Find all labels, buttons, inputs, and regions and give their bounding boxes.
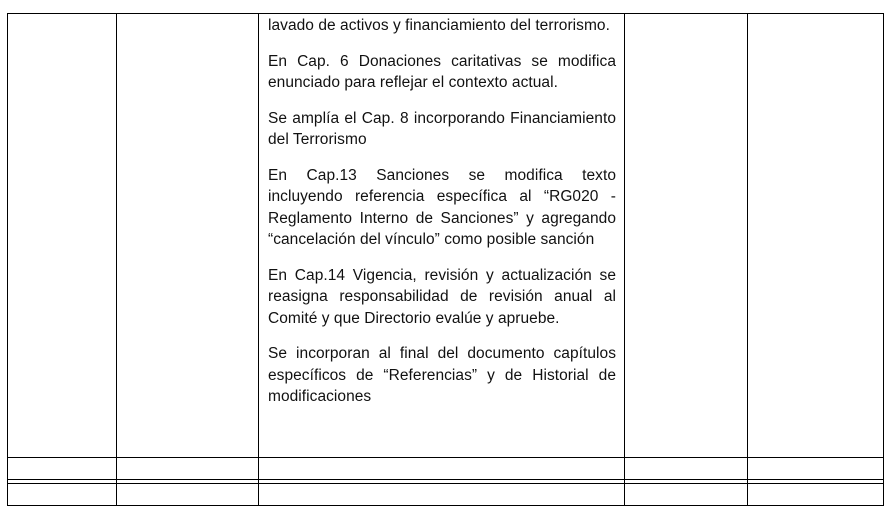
table-cell-col1: [8, 14, 117, 458]
table-cell-col4: [625, 458, 748, 480]
change-paragraph: Se incorporan al final del documento capítulos específicos de “Referencias” y de Historial de modificaciones: [268, 345, 616, 405]
change-paragraph: En Cap. 6 Donaciones caritativas se modifica enunciado para reflejar el contexto actual.: [268, 52, 616, 91]
table-cell-col5: [748, 14, 884, 458]
table-row: [8, 484, 884, 506]
changes-description-cell: [259, 14, 625, 458]
table-cell-col2: [117, 484, 259, 506]
table-row: [8, 14, 884, 458]
table-cell-col4: [625, 14, 748, 458]
table-cell-col1: [8, 458, 117, 480]
change-paragraph: En Cap.13 Sanciones se modifica texto incluyendo referencia específica al “RG020 - Reglamento Interno de Sanciones” y agregando “cancelación del vínculo” como posible sanción: [268, 166, 616, 248]
revision-table: [7, 13, 884, 506]
table-cell-col3: [259, 484, 625, 506]
table-cell-col2: [117, 14, 259, 458]
table-row: [8, 458, 884, 480]
table-cell-col5: [748, 458, 884, 480]
table-cell-col2: [117, 458, 259, 480]
table-cell-col5: [748, 484, 884, 506]
change-paragraph: Se amplía el Cap. 8 incorporando Financiamiento del Terrorismo: [268, 109, 616, 148]
table-cell-col1: [8, 484, 117, 506]
table-cell-col4: [625, 484, 748, 506]
change-paragraph: lavado de activos y financiamiento del terrorismo.: [268, 17, 610, 34]
change-paragraph: En Cap.14 Vigencia, revisión y actualización se reasigna responsabilidad de revisión anual al Comité y que Directorio evalúe y apruebe.: [268, 266, 616, 327]
table-cell-col3: [259, 458, 625, 480]
